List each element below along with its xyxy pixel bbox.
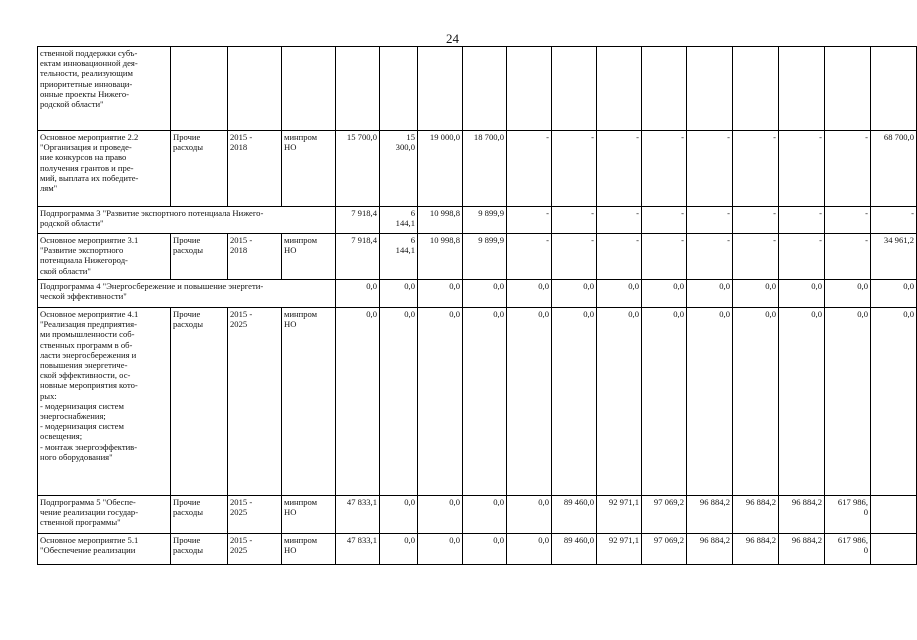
value-cell-text: 0,0: [673, 281, 684, 291]
value-cell-text: 47 833,1: [346, 535, 377, 545]
value-cell-text: 6 144,1: [395, 208, 415, 229]
value-cell-text: -: [819, 132, 822, 142]
value-cell-text: -: [773, 208, 776, 218]
value-cell: [779, 47, 825, 131]
table-row: [38, 47, 917, 131]
value-cell: [687, 534, 733, 565]
value-cell-text: 6 144,1: [395, 235, 415, 256]
value-cell: [642, 234, 687, 280]
value-cell: [552, 308, 597, 496]
period-cell: [228, 308, 282, 496]
value-cell: [642, 308, 687, 496]
value-cell-text: 0,0: [719, 309, 730, 319]
value-cell: [733, 234, 779, 280]
value-cell: [871, 131, 917, 207]
value-cell-text: -: [727, 208, 730, 218]
value-cell: [380, 280, 418, 308]
value-cell: [687, 280, 733, 308]
expense-type-cell: [171, 308, 228, 496]
value-cell: [597, 207, 642, 234]
value-cell: [380, 207, 418, 234]
value-cell-text: -: [773, 235, 776, 245]
period-cell: [228, 131, 282, 207]
executor-cell: [282, 534, 336, 565]
program-name-cell-text: Подпрограмма 3 "Развитие экспортного потенциала Нижего- родской области": [40, 208, 264, 229]
period-cell: [228, 47, 282, 131]
period-cell-text: 2015 - 2025: [230, 535, 253, 556]
value-cell-text: 0,0: [811, 309, 822, 319]
value-cell: [779, 534, 825, 565]
table-row: [38, 308, 917, 496]
value-cell: [687, 207, 733, 234]
value-cell-text: 47 833,1: [346, 497, 377, 507]
value-cell-text: 0,0: [811, 281, 822, 291]
value-cell: [733, 534, 779, 565]
value-cell: [336, 280, 380, 308]
value-cell-text: 89 460,0: [563, 497, 594, 507]
page-number: 24: [446, 31, 459, 46]
expense-type-cell: [171, 47, 228, 131]
measure-name-cell: [38, 131, 171, 207]
measure-name-cell-text: Основное мероприятие 3.1 "Развитие экспортного потенциала Нижегород- ской области": [40, 235, 139, 276]
value-cell-text: 0,0: [538, 309, 549, 319]
executor-cell: [282, 131, 336, 207]
value-cell-text: 9 899,9: [478, 208, 504, 218]
expense-type-cell: [171, 131, 228, 207]
table-row: [38, 234, 917, 280]
value-cell-text: -: [546, 208, 549, 218]
value-cell: [642, 207, 687, 234]
value-cell-text: -: [591, 235, 594, 245]
budget-table: [37, 46, 917, 565]
value-cell: [507, 280, 552, 308]
value-cell-text: 0,0: [404, 497, 415, 507]
value-cell: [463, 234, 507, 280]
value-cell-text: 15 300,0: [395, 132, 415, 153]
value-cell: [871, 534, 917, 565]
value-cell: [871, 280, 917, 308]
value-cell-text: 96 884,2: [745, 497, 776, 507]
value-cell-text: 0,0: [583, 281, 594, 291]
value-cell: [733, 131, 779, 207]
value-cell: [380, 308, 418, 496]
value-cell: [418, 496, 463, 534]
value-cell: [418, 47, 463, 131]
measure-name-cell: [38, 496, 171, 534]
value-cell-text: 0,0: [719, 281, 730, 291]
value-cell-text: 0,0: [404, 281, 415, 291]
value-cell-text: -: [546, 235, 549, 245]
value-cell: [733, 207, 779, 234]
value-cell-text: 0,0: [765, 309, 776, 319]
value-cell: [597, 534, 642, 565]
value-cell: [733, 308, 779, 496]
measure-name-cell: [38, 308, 171, 496]
value-cell-text: -: [819, 235, 822, 245]
value-cell: [507, 496, 552, 534]
executor-cell-text: минпром НО: [284, 309, 318, 330]
period-cell-text: 2015 - 2018: [230, 235, 253, 256]
value-cell: [418, 131, 463, 207]
value-cell-text: 92 971,1: [608, 497, 639, 507]
value-cell: [380, 234, 418, 280]
value-cell-text: -: [911, 208, 914, 218]
value-cell: [336, 47, 380, 131]
value-cell: [418, 207, 463, 234]
value-cell-text: 7 918,4: [351, 208, 377, 218]
table-row: [38, 207, 917, 234]
value-cell-text: 18 700,0: [473, 132, 504, 142]
value-cell: [597, 496, 642, 534]
value-cell: [687, 234, 733, 280]
value-cell: [380, 534, 418, 565]
value-cell-text: 0,0: [673, 309, 684, 319]
value-cell: [733, 47, 779, 131]
measure-name-cell: [38, 234, 171, 280]
program-name-cell-text: Подпрограмма 4 "Энергосбережение и повышение энергети- ческой эффективности": [40, 281, 264, 302]
value-cell-text: 0,0: [903, 309, 914, 319]
value-cell: [779, 234, 825, 280]
value-cell-text: 0,0: [449, 497, 460, 507]
value-cell-text: 617 986, 0: [837, 497, 868, 518]
value-cell: [552, 496, 597, 534]
value-cell-text: 0,0: [404, 309, 415, 319]
executor-cell-text: минпром НО: [284, 535, 318, 556]
value-cell: [336, 496, 380, 534]
value-cell: [463, 496, 507, 534]
value-cell: [463, 308, 507, 496]
value-cell: [336, 234, 380, 280]
value-cell-text: 97 069,2: [653, 535, 684, 545]
value-cell-text: -: [591, 132, 594, 142]
value-cell-text: 0,0: [857, 281, 868, 291]
value-cell: [552, 131, 597, 207]
value-cell: [871, 207, 917, 234]
expense-type-cell-text: Прочие расходы: [173, 235, 203, 256]
value-cell: [336, 308, 380, 496]
value-cell: [642, 131, 687, 207]
value-cell-text: -: [681, 132, 684, 142]
value-cell: [687, 131, 733, 207]
expense-type-cell-text: Прочие расходы: [173, 497, 203, 518]
value-cell: [463, 47, 507, 131]
value-cell: [871, 496, 917, 534]
executor-cell: [282, 308, 336, 496]
value-cell-text: 0,0: [449, 309, 460, 319]
value-cell-text: 10 998,8: [429, 208, 460, 218]
value-cell: [507, 234, 552, 280]
value-cell: [418, 234, 463, 280]
value-cell-text: 96 884,2: [699, 535, 730, 545]
expense-type-cell: [171, 496, 228, 534]
value-cell: [825, 496, 871, 534]
value-cell: [507, 534, 552, 565]
executor-cell: [282, 234, 336, 280]
value-cell-text: -: [636, 132, 639, 142]
value-cell: [597, 308, 642, 496]
value-cell: [380, 131, 418, 207]
value-cell: [687, 496, 733, 534]
executor-cell: [282, 47, 336, 131]
value-cell-text: 0,0: [628, 281, 639, 291]
value-cell-text: -: [681, 235, 684, 245]
value-cell: [597, 47, 642, 131]
value-cell: [825, 234, 871, 280]
value-cell: [779, 207, 825, 234]
value-cell: [418, 534, 463, 565]
value-cell: [336, 534, 380, 565]
value-cell: [779, 308, 825, 496]
value-cell-text: 89 460,0: [563, 535, 594, 545]
value-cell: [336, 131, 380, 207]
value-cell: [642, 47, 687, 131]
measure-name-cell-text: Основное мероприятие 5.1 "Обеспечение реализации: [40, 535, 139, 556]
measure-name-cell-text: Основное мероприятие 2.2 "Организация и проведе- ние конкурсов на право получения грантов и пре- мий, выплата их победите- лям": [40, 132, 139, 194]
expense-type-cell-text: Прочие расходы: [173, 309, 203, 330]
value-cell: [687, 308, 733, 496]
measure-name-cell-text: ственной поддержки субъ- ектам инновационной дея- тельности, реализующим приоритетные инноваци- онные проекты Нижего- родской области": [40, 48, 138, 110]
value-cell-text: 96 884,2: [745, 535, 776, 545]
value-cell-text: 0,0: [366, 281, 377, 291]
value-cell: [552, 280, 597, 308]
value-cell-text: 0,0: [538, 281, 549, 291]
value-cell: [463, 131, 507, 207]
value-cell-text: 97 069,2: [653, 497, 684, 507]
measure-name-cell-text: Подпрограмма 5 "Обеспе- чение реализации государ- ственной программы": [40, 497, 139, 528]
executor-cell-text: минпром НО: [284, 132, 318, 153]
value-cell-text: -: [773, 132, 776, 142]
expense-type-cell: [171, 234, 228, 280]
value-cell-text: 0,0: [449, 535, 460, 545]
value-cell: [380, 496, 418, 534]
value-cell-text: 0,0: [449, 281, 460, 291]
table-row: [38, 534, 917, 565]
period-cell-text: 2015 - 2018: [230, 132, 253, 153]
value-cell-text: 0,0: [493, 309, 504, 319]
value-cell: [463, 534, 507, 565]
table-row: [38, 496, 917, 534]
value-cell-text: 0,0: [538, 497, 549, 507]
value-cell: [507, 207, 552, 234]
expense-type-cell-text: Прочие расходы: [173, 132, 203, 153]
period-cell-text: 2015 - 2025: [230, 497, 253, 518]
table-row: [38, 280, 917, 308]
value-cell-text: 0,0: [628, 309, 639, 319]
executor-cell: [282, 496, 336, 534]
value-cell: [507, 308, 552, 496]
value-cell: [779, 280, 825, 308]
value-cell: [597, 234, 642, 280]
value-cell: [825, 308, 871, 496]
value-cell: [733, 496, 779, 534]
value-cell-text: -: [546, 132, 549, 142]
value-cell: [336, 207, 380, 234]
value-cell-text: 15 700,0: [346, 132, 377, 142]
value-cell-text: 0,0: [857, 309, 868, 319]
value-cell: [871, 234, 917, 280]
value-cell: [825, 131, 871, 207]
value-cell: [418, 280, 463, 308]
period-cell: [228, 234, 282, 280]
value-cell: [687, 47, 733, 131]
value-cell-text: 617 986, 0: [837, 535, 868, 556]
executor-cell-text: минпром НО: [284, 497, 318, 518]
value-cell-text: -: [681, 208, 684, 218]
value-cell: [380, 47, 418, 131]
value-cell-text: 34 961,2: [883, 235, 914, 245]
measure-name-cell-text: Основное мероприятие 4.1 "Реализация предприятия- ми промышленности соб- ственных программ в об- ласти энергосбережения и повышения энергетиче- ской эффективности, ос- новные мероприятия кото- рых: - модернизация систем энергоснабжения; - модернизация систем освещения; - монтаж энергоэффектив- ного оборудования": [40, 309, 139, 462]
value-cell: [779, 131, 825, 207]
value-cell: [642, 280, 687, 308]
value-cell-text: -: [636, 235, 639, 245]
value-cell-text: 0,0: [493, 535, 504, 545]
value-cell: [552, 47, 597, 131]
value-cell-text: 0,0: [538, 535, 549, 545]
executor-cell-text: минпром НО: [284, 235, 318, 256]
value-cell: [597, 280, 642, 308]
value-cell-text: -: [865, 208, 868, 218]
value-cell-text: 19 000,0: [429, 132, 460, 142]
value-cell-text: 0,0: [404, 535, 415, 545]
value-cell-text: -: [819, 208, 822, 218]
value-cell: [418, 308, 463, 496]
value-cell-text: 96 884,2: [699, 497, 730, 507]
measure-name-cell: [38, 534, 171, 565]
value-cell: [825, 207, 871, 234]
value-cell-text: 9 899,9: [478, 235, 504, 245]
value-cell: [552, 534, 597, 565]
value-cell: [733, 280, 779, 308]
value-cell-text: -: [865, 235, 868, 245]
value-cell-text: -: [636, 208, 639, 218]
value-cell-text: 0,0: [366, 309, 377, 319]
value-cell-text: -: [727, 132, 730, 142]
value-cell: [779, 496, 825, 534]
value-cell: [597, 131, 642, 207]
value-cell: [552, 234, 597, 280]
program-name-cell: [38, 207, 336, 234]
value-cell-text: 0,0: [903, 281, 914, 291]
value-cell: [507, 131, 552, 207]
value-cell: [825, 534, 871, 565]
value-cell-text: -: [591, 208, 594, 218]
table-row: [38, 131, 917, 207]
value-cell-text: 0,0: [765, 281, 776, 291]
period-cell-text: 2015 - 2025: [230, 309, 253, 330]
value-cell-text: -: [865, 132, 868, 142]
value-cell-text: 7 918,4: [351, 235, 377, 245]
value-cell-text: 10 998,8: [429, 235, 460, 245]
value-cell-text: -: [727, 235, 730, 245]
value-cell: [825, 47, 871, 131]
value-cell-text: 0,0: [583, 309, 594, 319]
program-name-cell: [38, 280, 336, 308]
value-cell: [552, 207, 597, 234]
value-cell-text: 0,0: [493, 497, 504, 507]
value-cell-text: 68 700,0: [883, 132, 914, 142]
value-cell: [825, 280, 871, 308]
value-cell-text: 92 971,1: [608, 535, 639, 545]
value-cell: [642, 534, 687, 565]
expense-type-cell-text: Прочие расходы: [173, 535, 203, 556]
value-cell: [463, 207, 507, 234]
period-cell: [228, 496, 282, 534]
measure-name-cell: [38, 47, 171, 131]
value-cell-text: 0,0: [493, 281, 504, 291]
period-cell: [228, 534, 282, 565]
value-cell: [871, 308, 917, 496]
value-cell-text: 96 884,2: [791, 535, 822, 545]
value-cell-text: 96 884,2: [791, 497, 822, 507]
value-cell: [871, 47, 917, 131]
value-cell: [507, 47, 552, 131]
expense-type-cell: [171, 534, 228, 565]
value-cell: [642, 496, 687, 534]
value-cell: [463, 280, 507, 308]
